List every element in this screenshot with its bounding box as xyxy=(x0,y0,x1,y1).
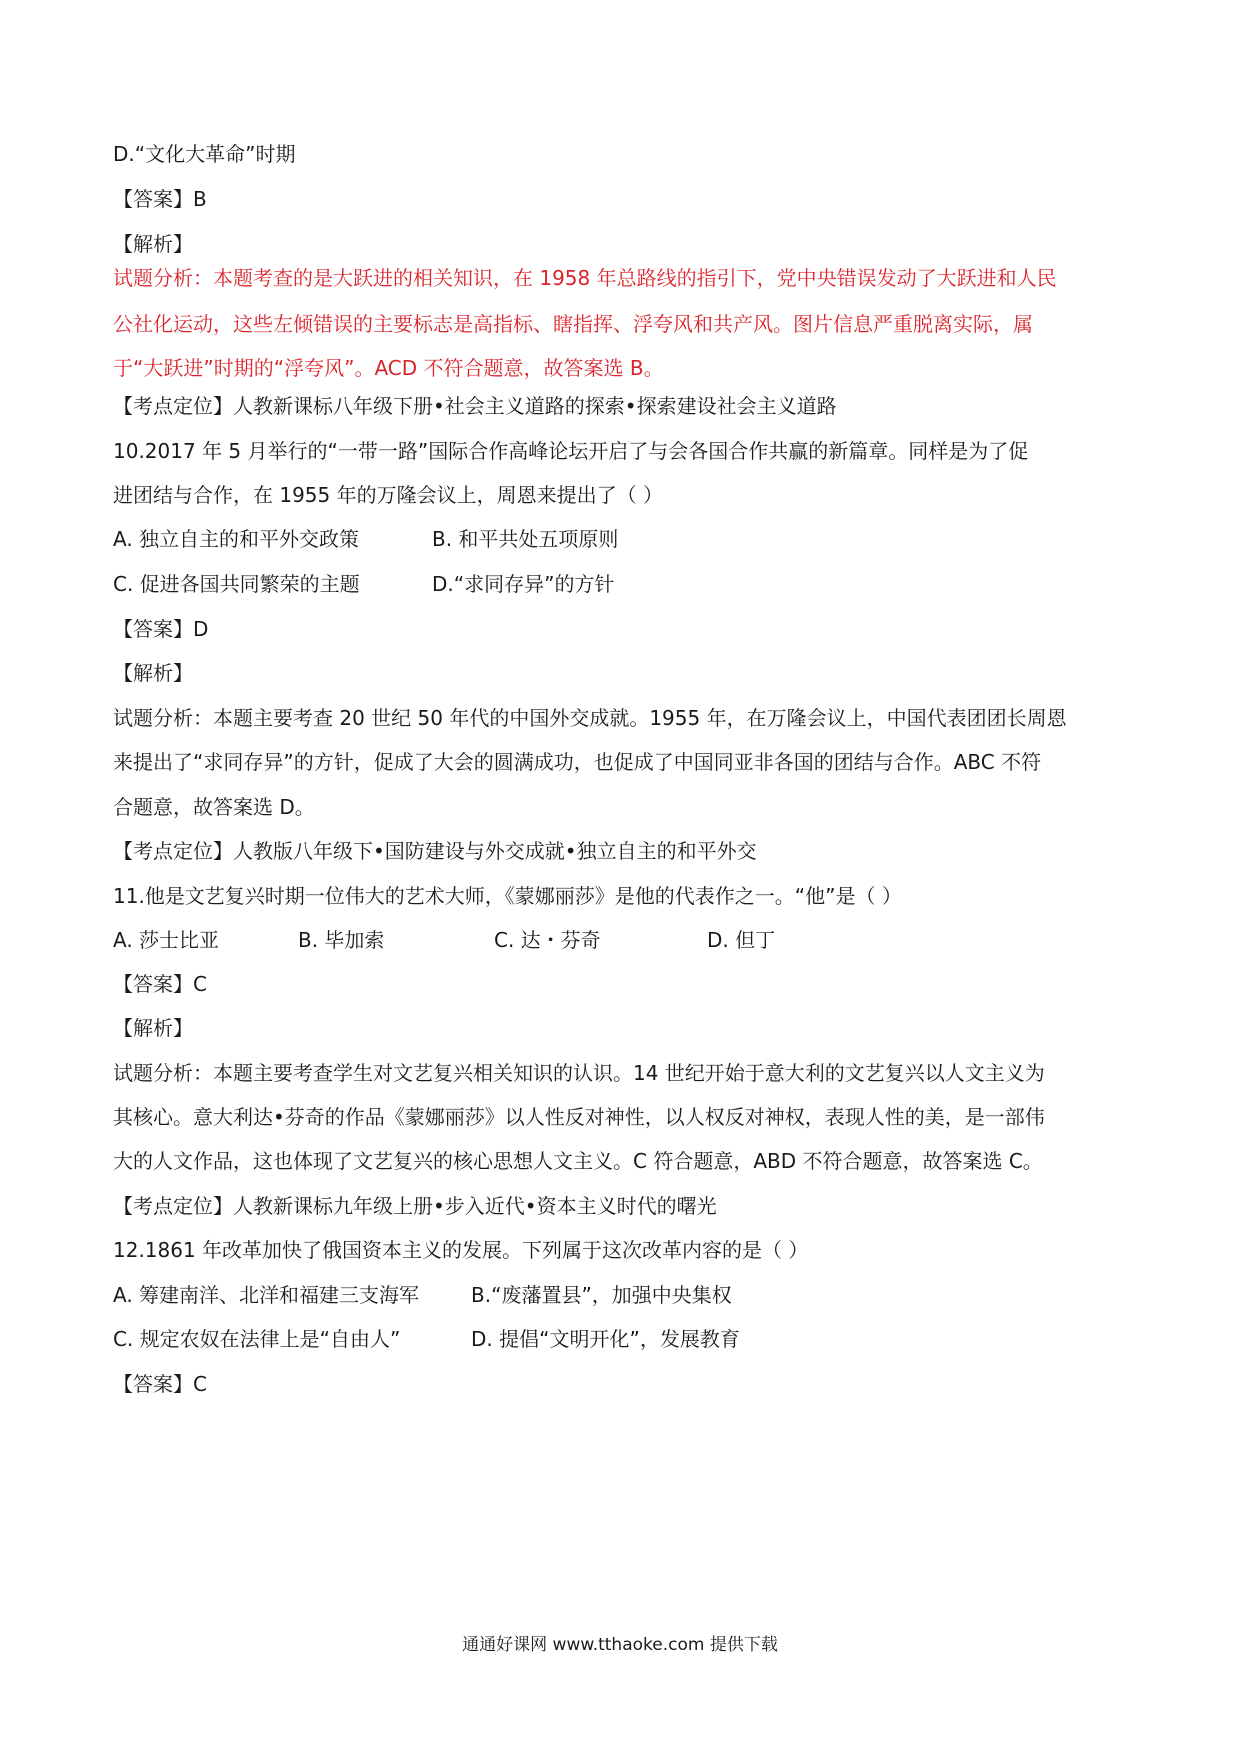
q9-analysis-label: 【解析】 xyxy=(113,232,193,256)
q11-key-point: 【考点定位】人教新课标九年级上册•步入近代•资本主义时代的曙光 xyxy=(113,1194,717,1218)
q11-option-c: C. 达・芬奇 xyxy=(494,928,601,952)
q10-key-point: 【考点定位】人教版八年级下•国防建设与外交成就•独立自主的和平外交 xyxy=(113,839,757,863)
q10-analysis-line-3: 合题意，故答案选 D。 xyxy=(113,795,315,819)
q11-analysis-line-3: 大的人文作品，这也体现了文艺复兴的核心思想人文主义。C 符合题意，ABD 不符合题意，故答案选 C。 xyxy=(113,1149,1043,1173)
q12-option-a: A. 筹建南洋、北洋和福建三支海军 xyxy=(113,1283,420,1307)
q12-answer: 【答案】C xyxy=(113,1372,207,1396)
q11-options-row xyxy=(113,925,1163,955)
q11-analysis-line-1: 试题分析：本题主要考查学生对文艺复兴相关知识的认识。14 世纪开始于意大利的文艺复兴以人文主义为 xyxy=(113,1061,1045,1085)
q9-analysis-line-2: 公社化运动，这些左倾错误的主要标志是高指标、瞎指挥、浮夸风和共产风。图片信息严重脱离实际，属 xyxy=(113,312,1033,336)
page-footer: 通通好课网 www.tthaoke.com 提供下载 xyxy=(462,1635,778,1655)
q10-analysis-label: 【解析】 xyxy=(113,661,193,685)
q10-stem-line-2: 进团结与合作，在 1955 年的万隆会议上，周恩来提出了（ ） xyxy=(113,483,663,507)
q9-analysis-line-3: 于“大跃进”时期的“浮夸风”。ACD 不符合题意，故答案选 B。 xyxy=(113,356,664,380)
q10-option-c: C. 促进各国共同繁荣的主题 xyxy=(113,572,360,596)
q9-answer: 【答案】B xyxy=(113,187,207,211)
q11-option-b: B. 毕加索 xyxy=(298,928,385,952)
q10-option-b: B. 和平共处五项原则 xyxy=(432,527,619,551)
q12-options-row-1 xyxy=(113,1280,1163,1310)
q12-stem: 12.1861 年改革加快了俄国资本主义的发展。下列属于这次改革内容的是（ ） xyxy=(113,1238,809,1262)
q10-option-a: A. 独立自主的和平外交政策 xyxy=(113,527,360,551)
q11-option-d: D. 但丁 xyxy=(707,928,776,952)
q12-options-row-2 xyxy=(113,1324,1163,1354)
q10-options-row-1 xyxy=(113,524,1163,554)
q12-option-d: D. 提倡“文明开化”，发展教育 xyxy=(471,1327,740,1351)
q10-answer: 【答案】D xyxy=(113,617,209,641)
q10-option-d: D.“求同存异”的方针 xyxy=(432,572,615,596)
q10-options-row-2 xyxy=(113,569,1163,599)
q11-analysis-line-2: 其核心。意大利达•芬奇的作品《蒙娜丽莎》以人性反对神性，以人权反对神权，表现人性的美，是一部伟 xyxy=(113,1105,1045,1129)
q10-analysis-line-2: 来提出了“求同存异”的方针，促成了大会的圆满成功，也促成了中国同亚非各国的团结与合作。ABC 不符 xyxy=(113,750,1042,774)
q11-analysis-label: 【解析】 xyxy=(113,1016,193,1040)
q11-answer: 【答案】C xyxy=(113,972,207,996)
q10-analysis-line-1: 试题分析：本题主要考查 20 世纪 50 年代的中国外交成就。1955 年，在万隆会议上，中国代表团团长周恩 xyxy=(113,706,1067,730)
q10-stem-line-1: 10.2017 年 5 月举行的“一带一路”国际合作高峰论坛开启了与会各国合作共赢的新篇章。同样是为了促 xyxy=(113,439,1029,463)
q11-stem: 11.他是文艺复兴时期一位伟大的艺术大师，《蒙娜丽莎》是他的代表作之一。“他”是（ ） xyxy=(113,884,902,908)
q9-option-d: D.“文化大革命”时期 xyxy=(113,142,296,166)
q9-analysis-line-1: 试题分析：本题考查的是大跃进的相关知识，在 1958 年总路线的指引下，党中央错误发动了大跃进和人民 xyxy=(113,266,1057,290)
q9-key-point: 【考点定位】人教新课标八年级下册•社会主义道路的探索•探索建设社会主义道路 xyxy=(113,394,837,418)
q12-option-c: C. 规定农奴在法律上是“自由人” xyxy=(113,1327,401,1351)
q12-option-b: B.“废藩置县”，加强中央集权 xyxy=(471,1283,732,1307)
q11-option-a: A. 莎士比亚 xyxy=(113,928,220,952)
